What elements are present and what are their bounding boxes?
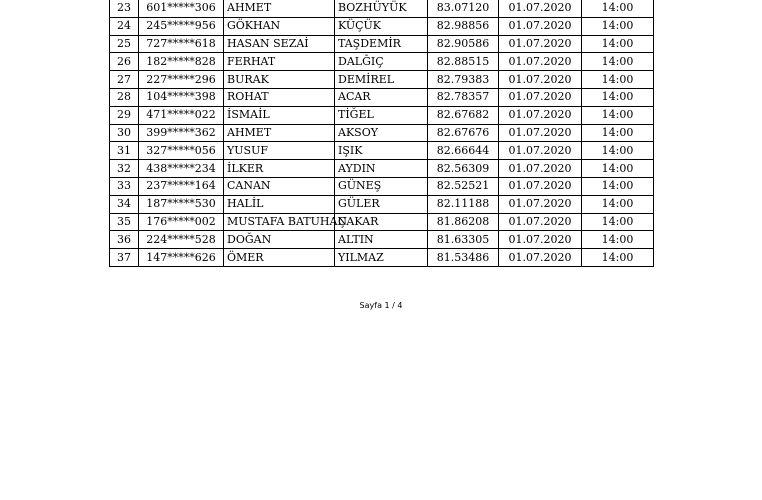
date-cell: 01.07.2020 — [499, 71, 582, 89]
first-name-cell: HALİL — [224, 195, 335, 213]
table-row — [110, 0, 654, 17]
score-cell: 82.67676 — [428, 124, 499, 142]
row-number-cell: 34 — [110, 195, 139, 213]
surname-cell: AKSOY — [335, 124, 428, 142]
id-number-cell: 147*****626 — [139, 249, 224, 267]
table-row — [110, 195, 654, 213]
score-cell: 83.07120 — [428, 0, 499, 17]
id-number-cell: 727*****618 — [139, 35, 224, 53]
first-name-cell: FERHAT — [224, 53, 335, 71]
table-row — [110, 17, 654, 35]
date-cell: 01.07.2020 — [499, 195, 582, 213]
surname-cell: BOZHÜYÜK — [335, 0, 428, 17]
id-number-cell: 227*****296 — [139, 71, 224, 89]
id-number-cell: 104*****398 — [139, 88, 224, 106]
first-name-cell: İSMAİL — [224, 106, 335, 124]
date-cell: 01.07.2020 — [499, 106, 582, 124]
surname-cell: ÇAKAR — [335, 213, 428, 231]
results-table — [109, 0, 654, 267]
table-row — [110, 124, 654, 142]
time-cell: 14:00 — [582, 213, 654, 231]
date-cell: 01.07.2020 — [499, 177, 582, 195]
time-cell: 14:00 — [582, 106, 654, 124]
table-row — [110, 53, 654, 71]
surname-cell: ALTIN — [335, 231, 428, 249]
surname-cell: DEMİREL — [335, 71, 428, 89]
row-number-cell: 23 — [110, 0, 139, 17]
first-name-cell: ÖMER — [224, 249, 335, 267]
score-cell: 82.79383 — [428, 71, 499, 89]
surname-cell: YILMAZ — [335, 249, 428, 267]
time-cell: 14:00 — [582, 249, 654, 267]
table-row — [110, 249, 654, 267]
time-cell: 14:00 — [582, 0, 654, 17]
id-number-cell: 176*****002 — [139, 213, 224, 231]
first-name-cell: DOĞAN — [224, 231, 335, 249]
row-number-cell: 36 — [110, 231, 139, 249]
first-name-cell: İLKER — [224, 160, 335, 178]
date-cell: 01.07.2020 — [499, 160, 582, 178]
date-cell: 01.07.2020 — [499, 249, 582, 267]
score-cell: 82.52521 — [428, 177, 499, 195]
id-number-cell: 237*****164 — [139, 177, 224, 195]
row-number-cell: 33 — [110, 177, 139, 195]
table-row — [110, 71, 654, 89]
score-cell: 82.90586 — [428, 35, 499, 53]
score-cell: 82.66644 — [428, 142, 499, 160]
row-number-cell: 31 — [110, 142, 139, 160]
score-cell: 82.67682 — [428, 106, 499, 124]
row-number-cell: 35 — [110, 213, 139, 231]
time-cell: 14:00 — [582, 53, 654, 71]
time-cell: 14:00 — [582, 177, 654, 195]
table-row — [110, 35, 654, 53]
id-number-cell: 327*****056 — [139, 142, 224, 160]
first-name-cell: ROHAT — [224, 88, 335, 106]
first-name-cell: GÖKHAN — [224, 17, 335, 35]
score-cell: 81.53486 — [428, 249, 499, 267]
surname-cell: AYDIN — [335, 160, 428, 178]
date-cell: 01.07.2020 — [499, 124, 582, 142]
time-cell: 14:00 — [582, 17, 654, 35]
id-number-cell: 245*****956 — [139, 17, 224, 35]
score-cell: 82.98856 — [428, 17, 499, 35]
surname-cell: GÜNEŞ — [335, 177, 428, 195]
table-row — [110, 177, 654, 195]
score-cell: 82.56309 — [428, 160, 499, 178]
surname-cell: GÜLER — [335, 195, 428, 213]
time-cell: 14:00 — [582, 71, 654, 89]
row-number-cell: 28 — [110, 88, 139, 106]
date-cell: 01.07.2020 — [499, 35, 582, 53]
row-number-cell: 32 — [110, 160, 139, 178]
score-cell: 81.86208 — [428, 213, 499, 231]
table-row — [110, 88, 654, 106]
table-row — [110, 231, 654, 249]
row-number-cell: 30 — [110, 124, 139, 142]
row-number-cell: 37 — [110, 249, 139, 267]
row-number-cell: 29 — [110, 106, 139, 124]
score-cell: 82.78357 — [428, 88, 499, 106]
row-number-cell: 25 — [110, 35, 139, 53]
row-number-cell: 27 — [110, 71, 139, 89]
id-number-cell: 182*****828 — [139, 53, 224, 71]
time-cell: 14:00 — [582, 35, 654, 53]
first-name-cell: CANAN — [224, 177, 335, 195]
id-number-cell: 438*****234 — [139, 160, 224, 178]
date-cell: 01.07.2020 — [499, 0, 582, 17]
surname-cell: TİĞEL — [335, 106, 428, 124]
date-cell: 01.07.2020 — [499, 231, 582, 249]
first-name-cell: BURAK — [224, 71, 335, 89]
date-cell: 01.07.2020 — [499, 142, 582, 160]
results-table-body — [110, 0, 654, 266]
date-cell: 01.07.2020 — [499, 53, 582, 71]
first-name-cell: YUSUF — [224, 142, 335, 160]
page-number: Sayfa 1 / 4 — [359, 301, 403, 310]
time-cell: 14:00 — [582, 142, 654, 160]
first-name-cell: MUSTAFA BATUHAN — [224, 213, 335, 231]
row-number-cell: 24 — [110, 17, 139, 35]
score-cell: 82.11188 — [428, 195, 499, 213]
time-cell: 14:00 — [582, 160, 654, 178]
time-cell: 14:00 — [582, 195, 654, 213]
id-number-cell: 399*****362 — [139, 124, 224, 142]
first-name-cell: AHMET — [224, 124, 335, 142]
first-name-cell: AHMET — [224, 0, 335, 17]
surname-cell: DALĞIÇ — [335, 53, 428, 71]
time-cell: 14:00 — [582, 124, 654, 142]
time-cell: 14:00 — [582, 88, 654, 106]
id-number-cell: 187*****530 — [139, 195, 224, 213]
table-row — [110, 160, 654, 178]
id-number-cell: 601*****306 — [139, 0, 224, 17]
date-cell: 01.07.2020 — [499, 213, 582, 231]
table-row — [110, 213, 654, 231]
row-number-cell: 26 — [110, 53, 139, 71]
surname-cell: IŞIK — [335, 142, 428, 160]
surname-cell: ACAR — [335, 88, 428, 106]
id-number-cell: 471*****022 — [139, 106, 224, 124]
first-name-cell: HASAN SEZAİ — [224, 35, 335, 53]
surname-cell: TAŞDEMİR — [335, 35, 428, 53]
date-cell: 01.07.2020 — [499, 88, 582, 106]
date-cell: 01.07.2020 — [499, 17, 582, 35]
id-number-cell: 224*****528 — [139, 231, 224, 249]
surname-cell: KÜÇÜK — [335, 17, 428, 35]
score-cell: 82.88515 — [428, 53, 499, 71]
time-cell: 14:00 — [582, 231, 654, 249]
table-row — [110, 142, 654, 160]
score-cell: 81.63305 — [428, 231, 499, 249]
table-row — [110, 106, 654, 124]
